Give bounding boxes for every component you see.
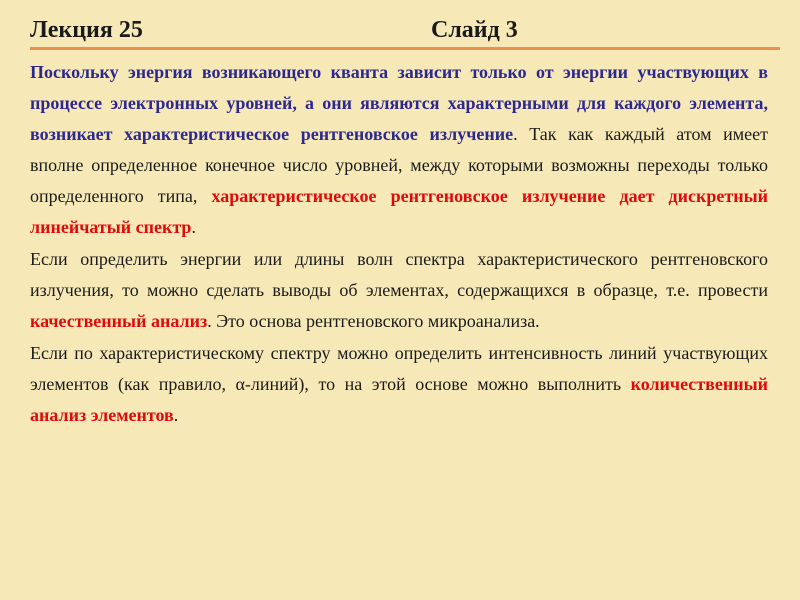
slide-body [30, 57, 768, 432]
paragraph-3 [30, 338, 768, 431]
paragraph-1 [30, 57, 768, 243]
lecture-title: Лекция 25 [30, 17, 143, 43]
header-divider [30, 47, 780, 50]
p1-intro-emphasis: Поскольку энергия возникающего кванта зависит только от энергии участвующих в процессе электронных уровней, а они являются характерными для каждого элемента, возникает характеристическое рентгеновское излучение [30, 62, 768, 144]
p2-emphasis: качественный анализ [30, 311, 208, 331]
p3-text-1: Если по характеристическому спектру можно определить интенсивность линий участвующих элементов (как правило, α-линий), то на этой основе можно выполнить [30, 343, 768, 394]
p3-text-2: . [173, 405, 179, 425]
p3-emphasis: количественный анализ элементов [30, 374, 768, 425]
p1-text-2: . [191, 217, 196, 237]
p2-text-2: . Это основа рентгеновского микроанализа. [207, 311, 540, 331]
slide-header [30, 13, 776, 47]
p1-emphasis: характеристическое рентгеновское излучение дает дискретный линейчатый спектр [30, 186, 769, 237]
paragraph-2 [30, 244, 768, 337]
p1-text-1: . Так как каждый атом имеет вполне определенное конечное число уровней, между которыми возможны переходы только определенного типа, [30, 124, 768, 206]
p2-text-1: Если определить энергии или длины волн спектра характеристического рентгеновского излучения, то можно сделать выводы об элементах, содержащихся в образце, т.е. провести [30, 249, 768, 300]
slide-number: Слайд 3 [431, 17, 518, 43]
